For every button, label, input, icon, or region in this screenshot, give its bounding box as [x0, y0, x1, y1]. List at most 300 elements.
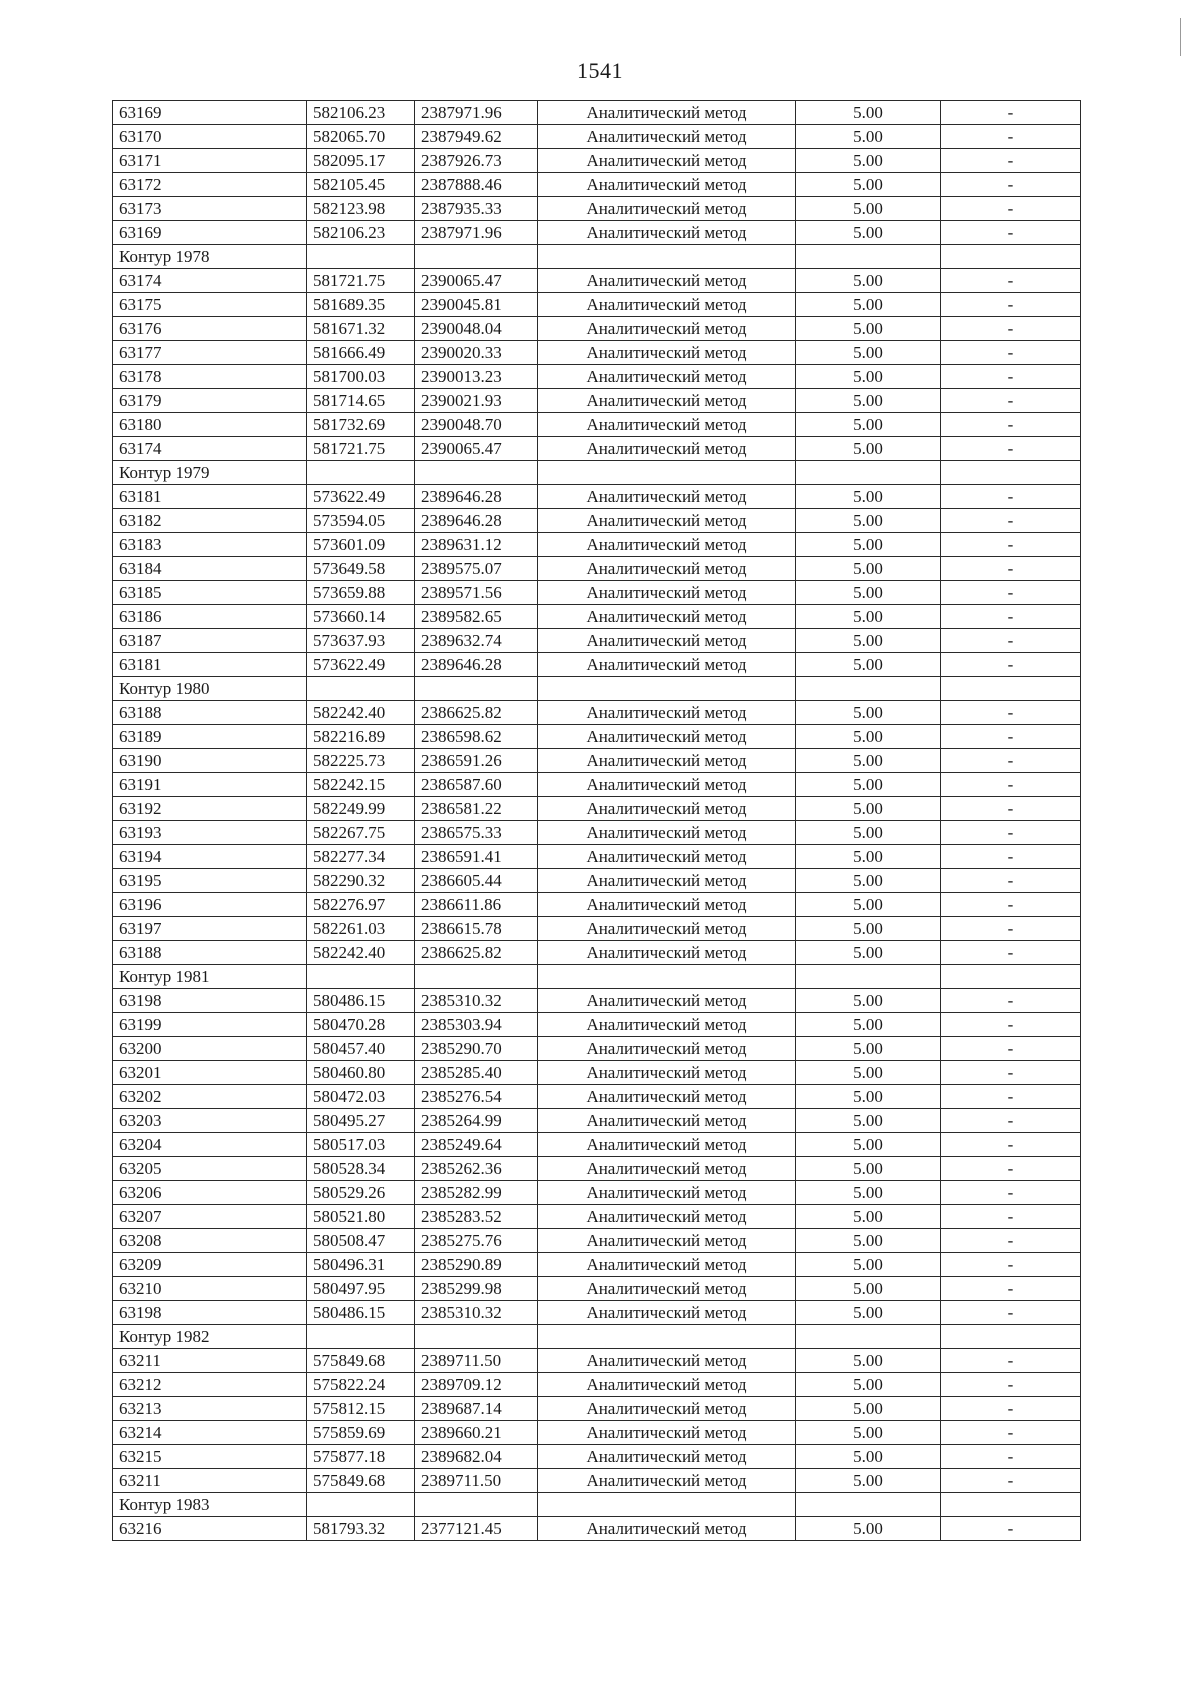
accuracy: 5.00 [796, 1181, 941, 1205]
point-id: 63169 [113, 101, 307, 125]
contour-header-row [113, 1325, 1081, 1349]
accuracy: 5.00 [796, 437, 941, 461]
x-coordinate: 581666.49 [307, 341, 415, 365]
table-row [113, 221, 1081, 245]
note: - [941, 989, 1081, 1013]
x-coordinate: 582065.70 [307, 125, 415, 149]
method: Аналитический метод [538, 917, 796, 941]
x-coordinate: 580470.28 [307, 1013, 415, 1037]
table-row [113, 917, 1081, 941]
point-id: 63175 [113, 293, 307, 317]
x-coordinate: 575822.24 [307, 1373, 415, 1397]
x-coordinate: 582261.03 [307, 917, 415, 941]
point-id: 63182 [113, 509, 307, 533]
note: - [941, 293, 1081, 317]
note: - [941, 1445, 1081, 1469]
point-id: 63205 [113, 1157, 307, 1181]
table-row [113, 1301, 1081, 1325]
x-coordinate: 575849.68 [307, 1349, 415, 1373]
method: Аналитический метод [538, 1037, 796, 1061]
note: - [941, 1109, 1081, 1133]
method: Аналитический метод [538, 941, 796, 965]
point-id: 63174 [113, 269, 307, 293]
y-coordinate: 2386591.41 [415, 845, 538, 869]
accuracy: 5.00 [796, 1157, 941, 1181]
method: Аналитический метод [538, 197, 796, 221]
x-coordinate: 573622.49 [307, 485, 415, 509]
empty-cell [941, 1493, 1081, 1517]
accuracy: 5.00 [796, 821, 941, 845]
x-coordinate: 580472.03 [307, 1085, 415, 1109]
note: - [941, 797, 1081, 821]
note: - [941, 725, 1081, 749]
contour-header-row [113, 1493, 1081, 1517]
point-id: 63216 [113, 1517, 307, 1541]
table-row [113, 1397, 1081, 1421]
empty-cell [307, 245, 415, 269]
table-row [113, 725, 1081, 749]
empty-cell [538, 965, 796, 989]
method: Аналитический метод [538, 1061, 796, 1085]
empty-cell [538, 461, 796, 485]
y-coordinate: 2389682.04 [415, 1445, 538, 1469]
method: Аналитический метод [538, 725, 796, 749]
method: Аналитический метод [538, 1349, 796, 1373]
y-coordinate: 2386605.44 [415, 869, 538, 893]
method: Аналитический метод [538, 845, 796, 869]
accuracy: 5.00 [796, 533, 941, 557]
method: Аналитический метод [538, 1517, 796, 1541]
y-coordinate: 2385276.54 [415, 1085, 538, 1109]
table-row [113, 317, 1081, 341]
note: - [941, 1349, 1081, 1373]
accuracy: 5.00 [796, 629, 941, 653]
point-id: 63171 [113, 149, 307, 173]
x-coordinate: 580521.80 [307, 1205, 415, 1229]
method: Аналитический метод [538, 1397, 796, 1421]
x-coordinate: 580486.15 [307, 1301, 415, 1325]
method: Аналитический метод [538, 605, 796, 629]
y-coordinate: 2390065.47 [415, 269, 538, 293]
note: - [941, 749, 1081, 773]
empty-cell [796, 677, 941, 701]
empty-cell [796, 1325, 941, 1349]
method: Аналитический метод [538, 341, 796, 365]
accuracy: 5.00 [796, 221, 941, 245]
accuracy: 5.00 [796, 605, 941, 629]
point-id: 63210 [113, 1277, 307, 1301]
contour-label: Контур 1981 [113, 965, 307, 989]
note: - [941, 1133, 1081, 1157]
accuracy: 5.00 [796, 269, 941, 293]
accuracy: 5.00 [796, 1061, 941, 1085]
accuracy: 5.00 [796, 1397, 941, 1421]
y-coordinate: 2385275.76 [415, 1229, 538, 1253]
x-coordinate: 573622.49 [307, 653, 415, 677]
y-coordinate: 2389711.50 [415, 1469, 538, 1493]
x-coordinate: 575877.18 [307, 1445, 415, 1469]
accuracy: 5.00 [796, 1085, 941, 1109]
method: Аналитический метод [538, 1085, 796, 1109]
table-row [113, 125, 1081, 149]
point-id: 63170 [113, 125, 307, 149]
point-id: 63195 [113, 869, 307, 893]
y-coordinate: 2385290.70 [415, 1037, 538, 1061]
method: Аналитический метод [538, 1373, 796, 1397]
method: Аналитический метод [538, 1277, 796, 1301]
note: - [941, 341, 1081, 365]
scan-edge-mark [1180, 18, 1181, 56]
accuracy: 5.00 [796, 1253, 941, 1277]
y-coordinate: 2387935.33 [415, 197, 538, 221]
note: - [941, 485, 1081, 509]
y-coordinate: 2385310.32 [415, 989, 538, 1013]
point-id: 63209 [113, 1253, 307, 1277]
note: - [941, 1421, 1081, 1445]
table-row [113, 341, 1081, 365]
point-id: 63190 [113, 749, 307, 773]
contour-label: Контур 1982 [113, 1325, 307, 1349]
point-id: 63179 [113, 389, 307, 413]
x-coordinate: 582276.97 [307, 893, 415, 917]
method: Аналитический метод [538, 749, 796, 773]
note: - [941, 941, 1081, 965]
x-coordinate: 573659.88 [307, 581, 415, 605]
table-row [113, 701, 1081, 725]
x-coordinate: 580457.40 [307, 1037, 415, 1061]
x-coordinate: 582123.98 [307, 197, 415, 221]
method: Аналитический метод [538, 173, 796, 197]
point-id: 63188 [113, 941, 307, 965]
y-coordinate: 2386587.60 [415, 773, 538, 797]
note: - [941, 173, 1081, 197]
empty-cell [538, 677, 796, 701]
accuracy: 5.00 [796, 1037, 941, 1061]
x-coordinate: 581732.69 [307, 413, 415, 437]
accuracy: 5.00 [796, 701, 941, 725]
method: Аналитический метод [538, 821, 796, 845]
note: - [941, 1061, 1081, 1085]
table-row [113, 845, 1081, 869]
accuracy: 5.00 [796, 1205, 941, 1229]
method: Аналитический метод [538, 509, 796, 533]
contour-header-row [113, 245, 1081, 269]
method: Аналитический метод [538, 149, 796, 173]
note: - [941, 869, 1081, 893]
note: - [941, 101, 1081, 125]
point-id: 63213 [113, 1397, 307, 1421]
table-row [113, 653, 1081, 677]
note: - [941, 1373, 1081, 1397]
note: - [941, 1253, 1081, 1277]
accuracy: 5.00 [796, 1133, 941, 1157]
point-id: 63193 [113, 821, 307, 845]
point-id: 63177 [113, 341, 307, 365]
x-coordinate: 575849.68 [307, 1469, 415, 1493]
note: - [941, 221, 1081, 245]
contour-label: Контур 1979 [113, 461, 307, 485]
empty-cell [307, 677, 415, 701]
note: - [941, 509, 1081, 533]
method: Аналитический метод [538, 1469, 796, 1493]
table-row [113, 1277, 1081, 1301]
empty-cell [307, 965, 415, 989]
table-row [113, 773, 1081, 797]
note: - [941, 1277, 1081, 1301]
method: Аналитический метод [538, 869, 796, 893]
point-id: 63198 [113, 989, 307, 1013]
table-row [113, 557, 1081, 581]
note: - [941, 1229, 1081, 1253]
point-id: 63199 [113, 1013, 307, 1037]
y-coordinate: 2377121.45 [415, 1517, 538, 1541]
y-coordinate: 2385283.52 [415, 1205, 538, 1229]
accuracy: 5.00 [796, 893, 941, 917]
y-coordinate: 2389687.14 [415, 1397, 538, 1421]
accuracy: 5.00 [796, 653, 941, 677]
method: Аналитический метод [538, 1445, 796, 1469]
x-coordinate: 575859.69 [307, 1421, 415, 1445]
x-coordinate: 573601.09 [307, 533, 415, 557]
y-coordinate: 2390048.70 [415, 413, 538, 437]
accuracy: 5.00 [796, 125, 941, 149]
point-id: 63189 [113, 725, 307, 749]
table-row [113, 413, 1081, 437]
y-coordinate: 2387888.46 [415, 173, 538, 197]
y-coordinate: 2390048.04 [415, 317, 538, 341]
note: - [941, 1157, 1081, 1181]
y-coordinate: 2387949.62 [415, 125, 538, 149]
point-id: 63183 [113, 533, 307, 557]
y-coordinate: 2389646.28 [415, 509, 538, 533]
note: - [941, 365, 1081, 389]
point-id: 63181 [113, 653, 307, 677]
table-row [113, 797, 1081, 821]
contour-header-row [113, 965, 1081, 989]
table-row [113, 869, 1081, 893]
y-coordinate: 2389575.07 [415, 557, 538, 581]
x-coordinate: 573594.05 [307, 509, 415, 533]
method: Аналитический метод [538, 269, 796, 293]
accuracy: 5.00 [796, 173, 941, 197]
accuracy: 5.00 [796, 365, 941, 389]
y-coordinate: 2385299.98 [415, 1277, 538, 1301]
method: Аналитический метод [538, 125, 796, 149]
x-coordinate: 573660.14 [307, 605, 415, 629]
point-id: 63204 [113, 1133, 307, 1157]
note: - [941, 1037, 1081, 1061]
table-row [113, 509, 1081, 533]
point-id: 63211 [113, 1469, 307, 1493]
y-coordinate: 2386615.78 [415, 917, 538, 941]
note: - [941, 197, 1081, 221]
x-coordinate: 573637.93 [307, 629, 415, 653]
table-row [113, 941, 1081, 965]
x-coordinate: 575812.15 [307, 1397, 415, 1421]
empty-cell [415, 1325, 538, 1349]
point-id: 63178 [113, 365, 307, 389]
table-row [113, 293, 1081, 317]
note: - [941, 1397, 1081, 1421]
accuracy: 5.00 [796, 1277, 941, 1301]
method: Аналитический метод [538, 1301, 796, 1325]
empty-cell [796, 965, 941, 989]
y-coordinate: 2386625.82 [415, 701, 538, 725]
x-coordinate: 573649.58 [307, 557, 415, 581]
accuracy: 5.00 [796, 749, 941, 773]
table-row [113, 1157, 1081, 1181]
point-id: 63201 [113, 1061, 307, 1085]
y-coordinate: 2390021.93 [415, 389, 538, 413]
accuracy: 5.00 [796, 413, 941, 437]
method: Аналитический метод [538, 1253, 796, 1277]
note: - [941, 1181, 1081, 1205]
empty-cell [941, 1325, 1081, 1349]
page-number: 1541 [577, 58, 623, 83]
y-coordinate: 2385262.36 [415, 1157, 538, 1181]
point-id: 63207 [113, 1205, 307, 1229]
y-coordinate: 2385290.89 [415, 1253, 538, 1277]
empty-cell [415, 461, 538, 485]
accuracy: 5.00 [796, 1469, 941, 1493]
note: - [941, 1469, 1081, 1493]
method: Аналитический метод [538, 773, 796, 797]
point-id: 63173 [113, 197, 307, 221]
empty-cell [941, 461, 1081, 485]
accuracy: 5.00 [796, 1421, 941, 1445]
x-coordinate: 581700.03 [307, 365, 415, 389]
point-id: 63208 [113, 1229, 307, 1253]
note: - [941, 1205, 1081, 1229]
method: Аналитический метод [538, 1205, 796, 1229]
table-row [113, 629, 1081, 653]
accuracy: 5.00 [796, 989, 941, 1013]
table-row [113, 149, 1081, 173]
accuracy: 5.00 [796, 1373, 941, 1397]
contour-label: Контур 1978 [113, 245, 307, 269]
y-coordinate: 2385282.99 [415, 1181, 538, 1205]
method: Аналитический метод [538, 101, 796, 125]
x-coordinate: 581721.75 [307, 269, 415, 293]
method: Аналитический метод [538, 797, 796, 821]
note: - [941, 437, 1081, 461]
table-row [113, 485, 1081, 509]
accuracy: 5.00 [796, 581, 941, 605]
x-coordinate: 582106.23 [307, 221, 415, 245]
table-row [113, 365, 1081, 389]
point-id: 63174 [113, 437, 307, 461]
y-coordinate: 2387971.96 [415, 221, 538, 245]
method: Аналитический метод [538, 1157, 796, 1181]
note: - [941, 845, 1081, 869]
accuracy: 5.00 [796, 1109, 941, 1133]
note: - [941, 605, 1081, 629]
contour-label: Контур 1980 [113, 677, 307, 701]
x-coordinate: 582267.75 [307, 821, 415, 845]
x-coordinate: 580495.27 [307, 1109, 415, 1133]
x-coordinate: 580528.34 [307, 1157, 415, 1181]
accuracy: 5.00 [796, 149, 941, 173]
note: - [941, 1013, 1081, 1037]
x-coordinate: 581671.32 [307, 317, 415, 341]
empty-cell [796, 461, 941, 485]
y-coordinate: 2389631.12 [415, 533, 538, 557]
accuracy: 5.00 [796, 1229, 941, 1253]
table-row [113, 893, 1081, 917]
method: Аналитический метод [538, 1109, 796, 1133]
y-coordinate: 2387926.73 [415, 149, 538, 173]
y-coordinate: 2389660.21 [415, 1421, 538, 1445]
method: Аналитический метод [538, 485, 796, 509]
table-row [113, 749, 1081, 773]
table-row [113, 1109, 1081, 1133]
note: - [941, 389, 1081, 413]
method: Аналитический метод [538, 1181, 796, 1205]
accuracy: 5.00 [796, 197, 941, 221]
accuracy: 5.00 [796, 1013, 941, 1037]
note: - [941, 893, 1081, 917]
y-coordinate: 2386611.86 [415, 893, 538, 917]
x-coordinate: 581793.32 [307, 1517, 415, 1541]
method: Аналитический метод [538, 1133, 796, 1157]
x-coordinate: 582216.89 [307, 725, 415, 749]
empty-cell [415, 965, 538, 989]
accuracy: 5.00 [796, 797, 941, 821]
coordinates-table [112, 100, 1081, 1541]
method: Аналитический метод [538, 533, 796, 557]
note: - [941, 629, 1081, 653]
x-coordinate: 582242.40 [307, 941, 415, 965]
point-id: 63215 [113, 1445, 307, 1469]
y-coordinate: 2390020.33 [415, 341, 538, 365]
point-id: 63197 [113, 917, 307, 941]
table-row [113, 437, 1081, 461]
x-coordinate: 580508.47 [307, 1229, 415, 1253]
table-row [113, 1349, 1081, 1373]
method: Аналитический метод [538, 365, 796, 389]
method: Аналитический метод [538, 389, 796, 413]
y-coordinate: 2385310.32 [415, 1301, 538, 1325]
point-id: 63202 [113, 1085, 307, 1109]
table-row [113, 821, 1081, 845]
accuracy: 5.00 [796, 845, 941, 869]
y-coordinate: 2385264.99 [415, 1109, 538, 1133]
x-coordinate: 580460.80 [307, 1061, 415, 1085]
point-id: 63172 [113, 173, 307, 197]
accuracy: 5.00 [796, 317, 941, 341]
y-coordinate: 2386575.33 [415, 821, 538, 845]
table-row [113, 1469, 1081, 1493]
empty-cell [415, 1493, 538, 1517]
empty-cell [538, 1325, 796, 1349]
point-id: 63186 [113, 605, 307, 629]
y-coordinate: 2385303.94 [415, 1013, 538, 1037]
empty-cell [796, 245, 941, 269]
point-id: 63181 [113, 485, 307, 509]
empty-cell [941, 245, 1081, 269]
note: - [941, 581, 1081, 605]
note: - [941, 1517, 1081, 1541]
table-row [113, 173, 1081, 197]
point-id: 63194 [113, 845, 307, 869]
x-coordinate: 582290.32 [307, 869, 415, 893]
y-coordinate: 2390045.81 [415, 293, 538, 317]
note: - [941, 653, 1081, 677]
table-row [113, 1421, 1081, 1445]
point-id: 63198 [113, 1301, 307, 1325]
x-coordinate: 580517.03 [307, 1133, 415, 1157]
y-coordinate: 2385249.64 [415, 1133, 538, 1157]
